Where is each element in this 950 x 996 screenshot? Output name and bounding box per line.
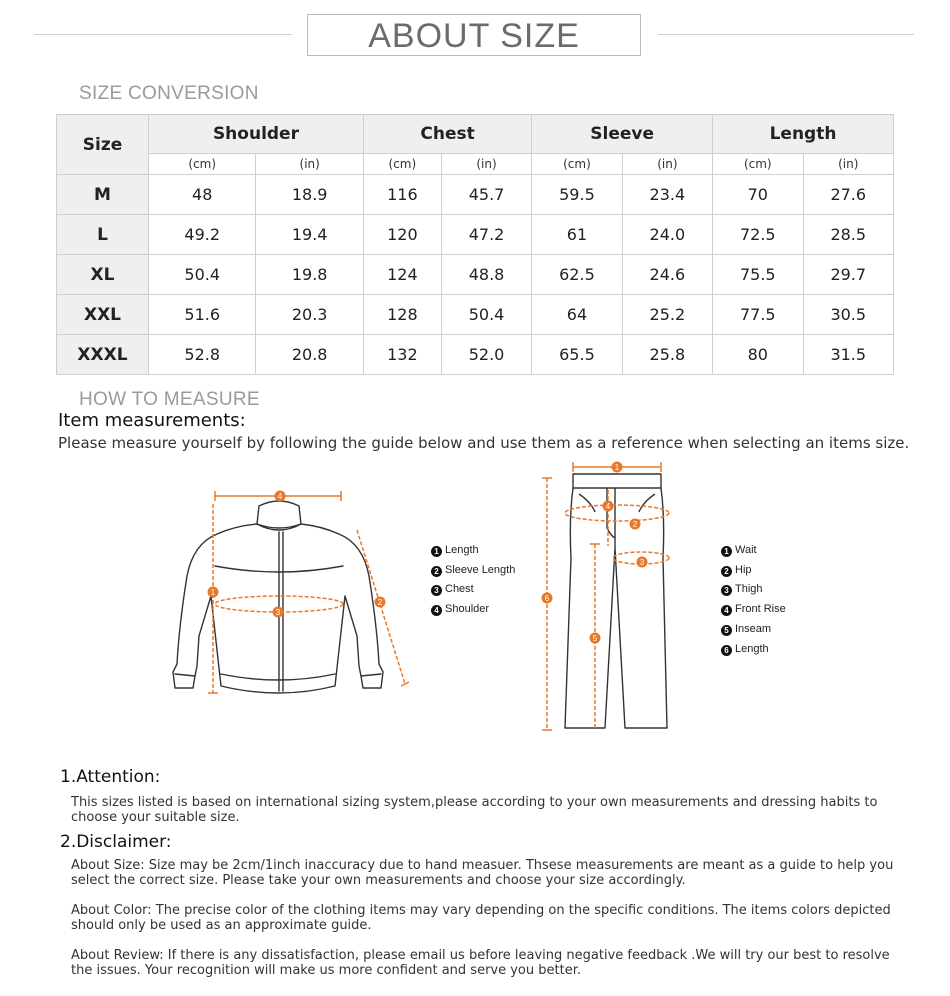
table-cell: 51.6 [149,295,256,335]
unit-label: (cm) [363,154,441,175]
number-6-icon: 6 [721,645,732,656]
svg-text:3: 3 [275,608,281,617]
disclaimer-color: About Color: The precise color of the clothing items may vary depending on the specific conditions. The items colors depicted should only be used as an approximate guide. [71,903,891,933]
svg-text:5: 5 [592,634,598,643]
legend-item: 5 Inseam [721,620,786,640]
unit-row [57,154,894,175]
legend-item: 1 Length [431,541,515,561]
table-cell: 49.2 [149,215,256,255]
table-cell: 64 [532,295,622,335]
group-header-length: Length [713,115,894,154]
table-cell: 77.5 [713,295,803,335]
table-cell: 70 [713,175,803,215]
svg-text:1: 1 [614,463,620,472]
legend-item: 4 Shoulder [431,600,515,620]
unit-label: (in) [622,154,712,175]
attention-text: This sizes listed is based on international sizing system,please according to your own measurements and dressing habits to choose your suitable size. [71,795,878,825]
header-rule-left [34,34,292,35]
table-cell: 59.5 [532,175,622,215]
svg-text:4: 4 [277,492,283,501]
number-1-icon: 1 [431,546,442,557]
legend-item: 2 Sleeve Length [431,561,515,581]
number-5-icon: 5 [721,625,732,636]
table-cell: 50.4 [149,255,256,295]
size-header: Size [57,115,149,175]
size-conversion-title: SIZE CONVERSION [79,83,259,104]
table-row [57,295,894,335]
size-label: XL [57,255,149,295]
size-label: M [57,175,149,215]
table-cell: 23.4 [622,175,712,215]
table-cell: 75.5 [713,255,803,295]
table-header-row [57,115,894,154]
table-cell: 62.5 [532,255,622,295]
legend-item: 4 Front Rise [721,600,786,620]
table-cell: 27.6 [803,175,894,215]
page-title: ABOUT SIZE [368,17,580,55]
unit-label: (cm) [713,154,803,175]
table-cell: 19.8 [256,255,363,295]
svg-text:1: 1 [210,588,216,597]
disclaimer-review: About Review: If there is any dissatisfaction, please email us before leaving negative feedback .We will try our best to resolve the issues. Your recognition will make us more confident and serve you better. [71,948,890,978]
svg-text:3: 3 [639,558,645,567]
legend-item: 2 Hip [721,561,786,581]
how-to-measure-title: HOW TO MEASURE [79,389,260,410]
pants-illustration [535,458,695,738]
jacket-illustration [165,486,425,701]
size-table [56,114,894,375]
number-3-icon: 3 [431,585,442,596]
table-cell: 24.0 [622,215,712,255]
table-cell: 20.8 [256,335,363,375]
table-row [57,255,894,295]
header-rule-right [658,34,914,35]
table-cell: 48 [149,175,256,215]
unit-label: (cm) [532,154,622,175]
unit-label: (in) [803,154,894,175]
table-row [57,335,894,375]
size-label: L [57,215,149,255]
size-label: XXXL [57,335,149,375]
table-row [57,175,894,215]
table-cell: 52.0 [441,335,531,375]
number-1-icon: 1 [721,546,732,557]
table-cell: 18.9 [256,175,363,215]
number-2-icon: 2 [431,566,442,577]
unit-label: (cm) [149,154,256,175]
header-frame [307,14,641,56]
table-cell: 45.7 [441,175,531,215]
table-cell: 28.5 [803,215,894,255]
group-header-shoulder: Shoulder [149,115,364,154]
unit-label: (in) [256,154,363,175]
table-cell: 72.5 [713,215,803,255]
table-cell: 48.8 [441,255,531,295]
pants-legend [721,541,786,659]
table-cell: 61 [532,215,622,255]
table-cell: 80 [713,335,803,375]
svg-text:2: 2 [632,520,638,529]
number-4-icon: 4 [431,605,442,616]
table-cell: 29.7 [803,255,894,295]
table-cell: 120 [363,215,441,255]
unit-label: (in) [441,154,531,175]
number-3-icon: 3 [721,585,732,596]
table-cell: 31.5 [803,335,894,375]
disclaimer-size: About Size: Size may be 2cm/1inch inaccuracy due to hand measuer. Thsese measurements are meant as a guide to help you select the correct size. Please take your own measurements and choose your size accordingly. [71,858,894,888]
table-cell: 25.2 [622,295,712,335]
svg-text:2: 2 [377,598,383,607]
table-cell: 19.4 [256,215,363,255]
item-measurements-description: Please measure yourself by following the guide below and use them as a reference when selecting an items size. [58,434,910,452]
size-label: XXL [57,295,149,335]
table-cell: 30.5 [803,295,894,335]
number-4-icon: 4 [721,605,732,616]
number-2-icon: 2 [721,566,732,577]
group-header-chest: Chest [363,115,531,154]
table-cell: 132 [363,335,441,375]
table-cell: 52.8 [149,335,256,375]
svg-text:6: 6 [544,594,550,603]
table-cell: 20.3 [256,295,363,335]
legend-item: 3 Chest [431,580,515,600]
jacket-legend [431,541,515,620]
group-header-sleeve: Sleeve [532,115,713,154]
table-row [57,215,894,255]
item-measurements-title: Item measurements: [58,410,246,431]
table-cell: 128 [363,295,441,335]
legend-item: 6 Length [721,640,786,660]
disclaimer-title: 2.Disclaimer: [60,832,172,852]
legend-item: 1 Wait [721,541,786,561]
table-cell: 65.5 [532,335,622,375]
attention-title: 1.Attention: [60,767,161,787]
table-cell: 116 [363,175,441,215]
table-cell: 50.4 [441,295,531,335]
table-cell: 47.2 [441,215,531,255]
table-cell: 124 [363,255,441,295]
legend-item: 3 Thigh [721,580,786,600]
table-cell: 24.6 [622,255,712,295]
svg-text:4: 4 [605,502,611,511]
table-cell: 25.8 [622,335,712,375]
